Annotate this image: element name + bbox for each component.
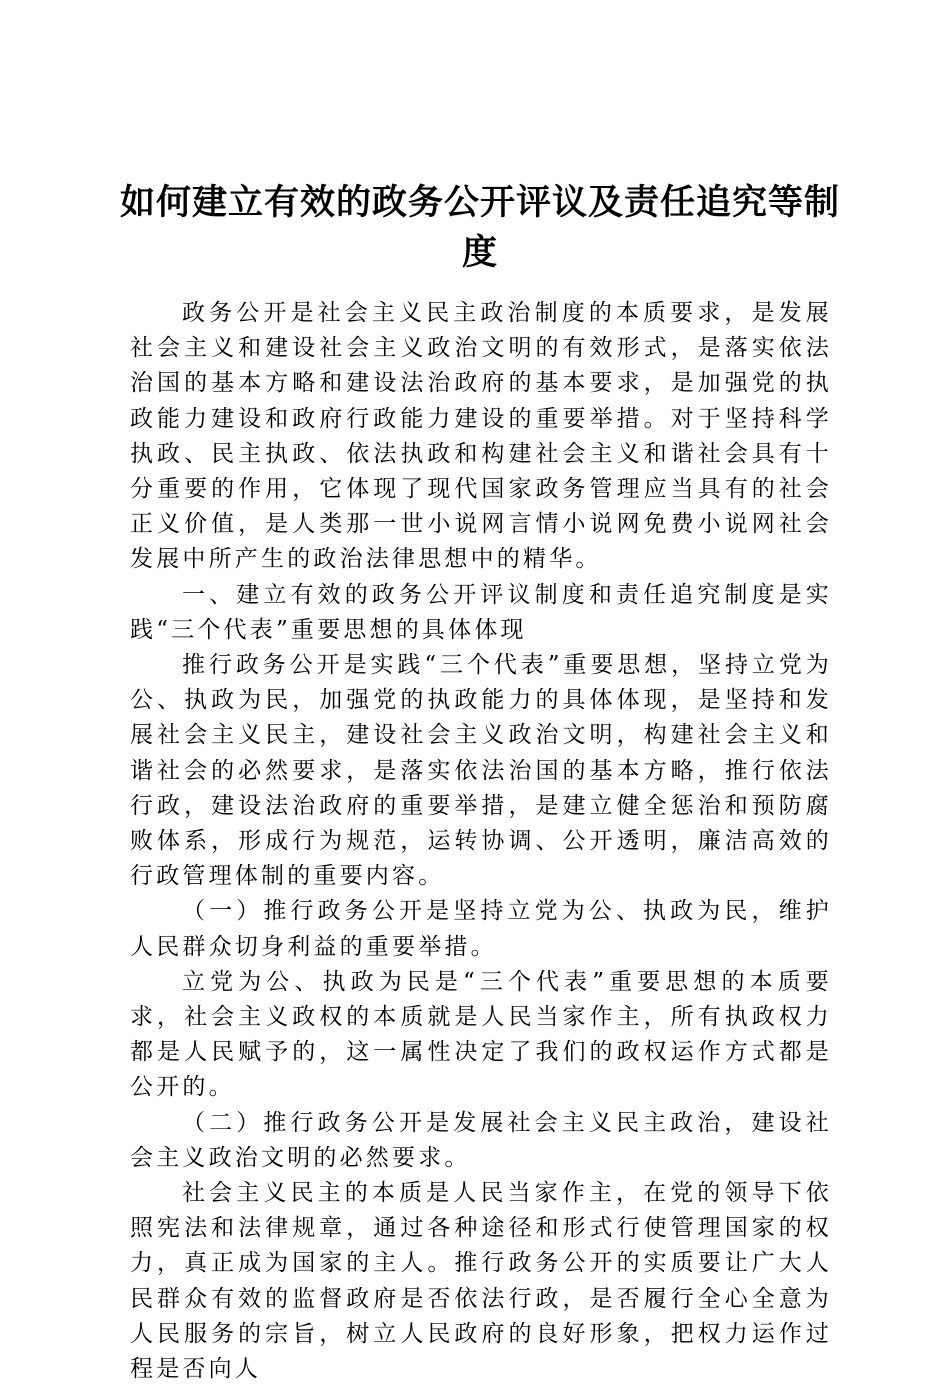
document-body: [130, 296, 832, 1387]
paragraph-intro: 政务公开是社会主义民主政治制度的本质要求，是发展社会主义和建设社会主义政治文明的有效形式，是落实依法治国的基本方略和建设法治政府的基本要求，是加强党的执政能力建设和政府行政能力建设的重要举措。对于坚持科学执政、民主执政、依法执政和构建社会主义和谐社会具有十分重要的作用，它体现了现代国家政务管理应当具有的社会正义价值，是人类那一世小说网言情小说网免费小说网社会发展中所产生的政治法律思想中的精华。: [130, 300, 832, 573]
paragraph: 推行政务公开是实践“三个代表”重要思想，坚持立党为公、执政为民，加强党的执政能力的具体体现，是坚持和发展社会主义民主，建设社会主义政治文明，构建社会主义和谐社会的必然要求，是落实依法治国的基本方略，推行依法行政，建设法治政府的重要举措，是建立健全惩治和预防腐败体系，形成行为规范，运转协调、公开透明，廉洁高效的行政管理体制的重要内容。: [130, 652, 832, 890]
document-title: 如何建立有效的政务公开评议及责任追究等制度: [120, 183, 841, 273]
paragraph: 社会主义民主的本质是人民当家作主，在党的领导下依照宪法和法律规章，通过各种途径和形式行使管理国家的权力，真正成为国家的主人。推行政务公开的实质要让广大人民群众有效的监督政府是否依法行政，是否履行全心全意为人民服务的宗旨，树立人民政府的良好形象，把权力运作过程是否向人: [130, 1180, 832, 1383]
subsection-heading-2: （二）推行政务公开是发展社会主义民主政治，建设社会主义政治文明的必然要求。: [130, 1109, 832, 1171]
paragraph: 立党为公、执政为民是“三个代表”重要思想的本质要求，社会主义政权的本质就是人民当家作主，所有执政权力都是人民赋予的，这一属性决定了我们的政权运作方式都是公开的。: [130, 968, 832, 1101]
subsection-heading-1: （一）推行政务公开是坚持立党为公、执政为民，维护人民群众切身利益的重要举措。: [130, 898, 832, 960]
section-heading-1: 一、建立有效的政务公开评议制度和责任追究制度是实践“三个代表”重要思想的具体体现: [130, 581, 832, 643]
